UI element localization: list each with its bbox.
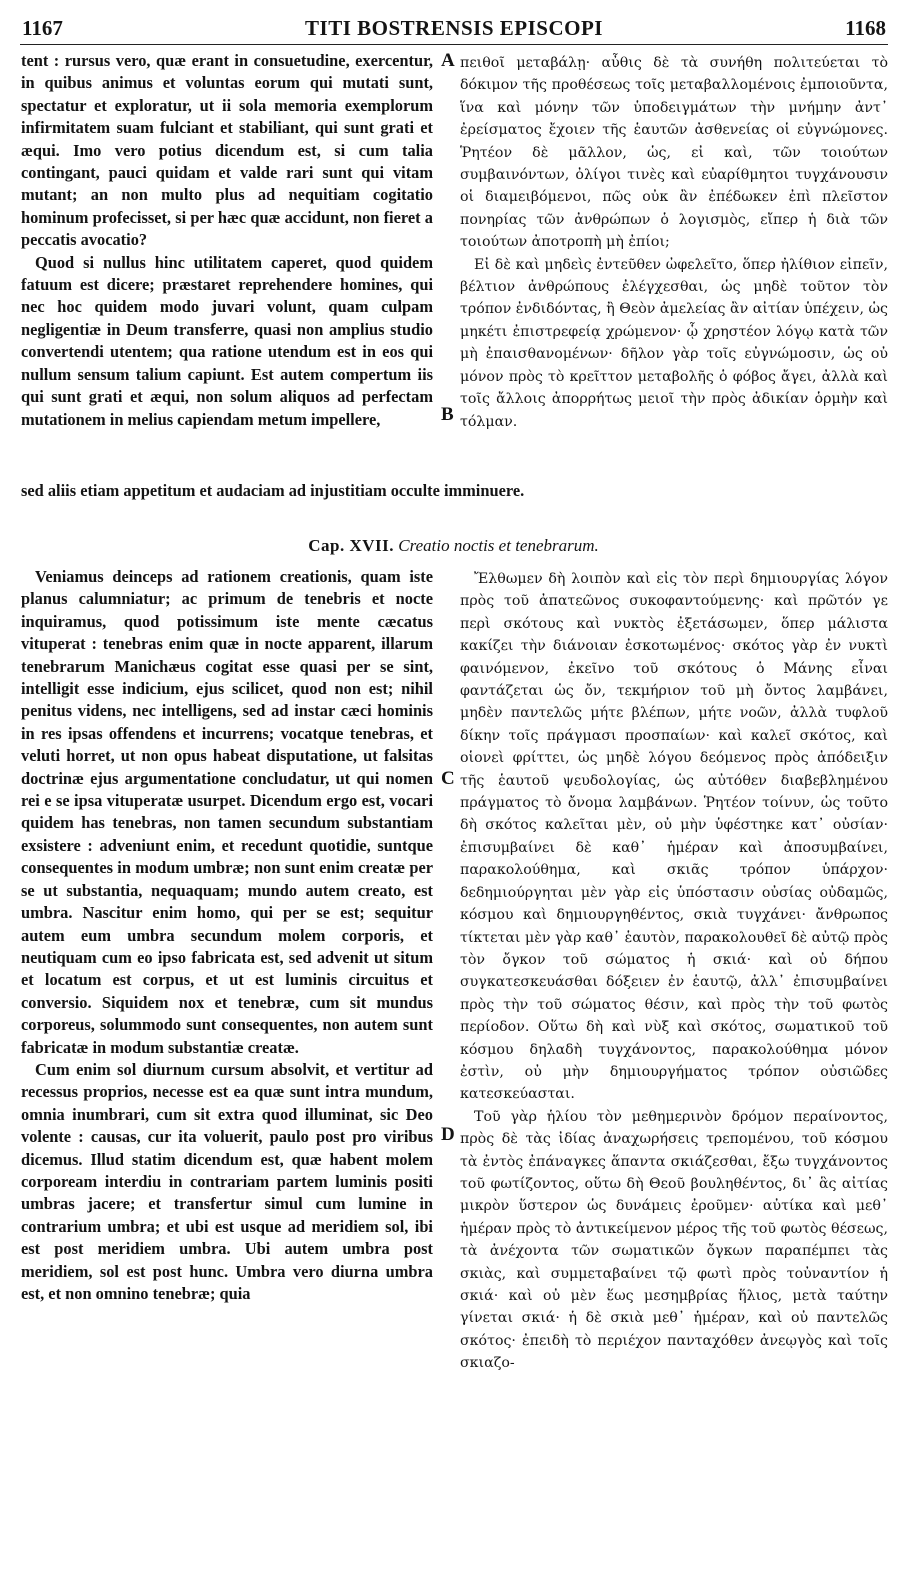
page-number-left: 1167 bbox=[22, 16, 63, 40]
greek-column-1 bbox=[460, 52, 888, 433]
running-title: TITI BOSTRENSIS EPISCOPI bbox=[305, 16, 603, 40]
margin-letter-c: C bbox=[441, 768, 455, 789]
latin-column-2 bbox=[21, 566, 433, 1305]
latin-paragraph: Quod si nullus hinc utilitatem caperet, quod quidem fatuum est dicere; præstaret reprehendere homines, qui nec hoc quidem modo juvari volunt, quam culpam negligentiæ in Deum transferre, quasi non amplius studio convertendi utentem; qua ratione utendum est in eos qui nullum sensum talium capiunt. Est autem compertum iis qui sunt grati et æqui, non solum aliquos ad perfectam mutationem in melius capiendam metum impellere, bbox=[21, 252, 433, 429]
greek-column-2 bbox=[460, 568, 888, 1375]
chapter-label: Cap. XVII. bbox=[308, 536, 394, 555]
margin-letter-d: D bbox=[441, 1124, 455, 1145]
greek-paragraph: Εἰ δὲ καὶ μηδεὶς ἐντεῦθεν ὠφελεῖτο, ὅπερ ἠλίθιον εἰπεῖν, βέλτιον ἀνθρώπους ἐλέγχεσθαι, ὡς μηδὲ τοῦτον τὸν τρόπον ἐνδιδόντας, ἢ Θεὸν ἀμελείας ἂν αἰτίαν ὑπέχειν, ὡς μηκέτι ἐπιστρεφείᾳ χρώμενον· ᾧ χρηστέον λόγῳ κατὰ τῶν μὴ ἐπαισθανομένων· δῆλον γὰρ τοῖς εὐγνώμοσιν, ὡς οὐ μόνον πρὸς τὸ κρεῖττον μεταβολῆς ὁ φόβος ἄγει, ἀλλὰ καὶ τοῖς ἄλλοις ἀπορρήτως μειοῖ τὴν πρὸς ἀδικίαν ὁρμὴν καὶ τόλμαν. bbox=[460, 256, 888, 430]
latin-column-1 bbox=[21, 50, 433, 431]
chapter-title: Creatio noctis et tenebrarum. bbox=[398, 536, 599, 555]
greek-paragraph: Ἔλθωμεν δὴ λοιπὸν καὶ εἰς τὸν περὶ δημιουργίας λόγον πρὸς τοῦ ἀπατεῶνος συκοφαντούμενης· καὶ πρῶτόν γε περὶ σκότους καὶ νυκτὸς ἐξετάσωμεν, ὅπερ μάλιστα κακίζει τὴν διάνοιαν ἐσκοτωμένος· σκότος γὰρ ἐν νυκτὶ φαινόμενον, ἐκεῖνο τοῦ σκότους ὁ Μάνης εἶναι φαντάζεται ὡς ὄν, τεκμήριον τοῦ μὴ ὄντος λαμβάνει, μηδὲν παντελῶς μήτε βλέπων, μήτε νοῶν, ἀλλὰ τυφλοῦ δίκην τοῖς πράγμασι προσπαίων· καὶ καλεῖ σκότος, καὶ οἱονεὶ φρίττει, ὡς μηδὲ λόγου δεόμενος πρὸς ἀπόδειξιν τῆς ἑαυτοῦ ψευδολογίας, ὡς αὐτόθεν διαβεβλημένου πράγματος τὸ ὄνομα λαμβάνων. Ῥητέον τοίνυν, ὡς τοῦτο δὴ σκότος καλεῖται μὲν, οὐ μὴν ὑφέστηκε κατ᾽ οὐσίαν· ἐπισυμβαίνει δὲ καθ᾽ ἡμέραν καὶ ἀποσυμβαίνει, παρακολούθημα, καὶ σκιᾶς τρόπον ὑπάρχον· δεδημιούργηται μὲν γὰρ εἰς ὑπόστασιν οὐσίας οὐδαμῶς, κόσμου καὶ δημιουργηθέντος, σκιὰ τυγχάνει· ἄνθρωπος τίκτεται μὲν γὰρ καθ᾽ ἑαυτὸν, παρακολουθεῖ δὲ αὐτῷ πρὸς τὸν ὄγκον τοῦ σώματος ἡ σκιά· καὶ οὐ δήπου συγκατεσκευάσθαι δόξειεν ἐν ἑαυτῷ, ἀλλ᾽ ἐπισυμβαίνει πρὸς τὴν τοῦ σώματος θέσιν, καὶ πρὸς τὴν τοῦ φωτὸς περίοδον. Οὕτω δὴ καὶ νὺξ καὶ σκότος, σωματικοῦ τοῦ κόσμου δηλαδὴ τυγχάνοντος, παρακολούθημα μόνον ἐστὶν, οὐ μὴν δημιουργήματος τρόπον οὐσιῶδες κατεσκεύασται. bbox=[460, 571, 888, 1103]
margin-letter-b: B bbox=[441, 404, 454, 425]
page-number-right: 1168 bbox=[845, 16, 886, 40]
running-header bbox=[20, 14, 888, 45]
greek-paragraph: Τοῦ γὰρ ἡλίου τὸν μεθημερινὸν δρόμον περαίνοντος, πρὸς δὲ τὰς ἰδίας ἀναχωρήσεις τρεπομένου, τοῦ κόσμου τὰ ἐντὸς ἐπάναγκες ἅπαντα σκιάζεσθαι, ἔξω τυγχάνοντος τοῦ φωτίζοντος, οὕτω δὴ Θεοῦ βουληθέντος, δι᾽ ἃς αἰτίας μικρὸν ὕστερον ὡς δυνάμεις ἐροῦμεν· αὐτίκα καὶ μεθ᾽ ἡμέραν πρὸς τὸ ἀντικείμενον μέρος τῆς τοῦ φωτὸς θέσεως, τὰ ἀνέχοντα τῶν σωματικῶν ὄγκων παραπέμπει τὰς σκιὰς, καὶ συμμεταβαίνει τῷ φωτὶ πρὸς τοὐναντίον ἡ σκιά· καὶ οὐ μὲν ἕως μεσημβρίας ἥλιος, μετὰ ταύτην γίνεται σκιά· ἡ δὲ σκιὰ μεθ᾽ ἡμέραν, καὶ οὐ παντελῶς σκότος· ἐπειδὴ τὸ περιέχον πανταχόθεν ἀνεῳγὸς καὶ τοῖς σκιαζο- bbox=[460, 1108, 888, 1372]
latin-paragraph: tent : rursus vero, quæ erant in consuetudine, exercentur, in quibus animus et voluntas eorum qui mutati sunt, spectatur et exploratur, ut ii sola memoria exemplorum infirmitatem suam fulciant et stabiliant, qui sunt grati et æqui. Imo vero potius dicendum est, si cum talia contingant, pauci quidam et valde rari sunt qui vitam mutant; an non multo plus ad nequitiam cogitatio hominum profecisset, si per hæc quæ accidunt, non fieret a peccatis avocatio? bbox=[21, 51, 433, 250]
full-width-continuation bbox=[21, 480, 888, 502]
margin-letter-a: A bbox=[441, 50, 455, 71]
greek-paragraph: πειθοῖ μεταβάλῃ· αὖθις δὲ τὰ συνήθη πολιτεύεται τὸ δόκιμον τῆς προθέσεως τοῖς μεταβαλλομένοις ἐμποιοῦντα, ἵνα καὶ μόνην τῶν ὑποδειγμάτων τὴν μνήμην ἀντ᾽ ἐρείσματος ἔχοιεν τῆς ἑαυτῶν ἀσθενείας οἱ εὐγνώμονες. Ῥητέον δὲ μᾶλλον, ὡς, εἰ καὶ, τῶν τοιούτων συμβαινόντων, ὀλίγοι τινὲς καὶ εὐαρίθμητοι τυγχάνουσιν οἱ διαμειβόμενοι, πῶς οὐκ ἂν ἐπέδωκεν ἐπὶ πλεῖστον πονηρίας τῶν ἀνθρώπων ὁ λογισμὸς, εἴπερ ἡ διὰ τῶν τοιούτων ἀποτροπὴ μὴ ἐπίοι; bbox=[460, 55, 888, 251]
latin-paragraph: Cum enim sol diurnum cursum absolvit, et vertitur ad recessus proprios, necesse est ea quæ sunt intra mundum, omnia inumbrari, cum sit extra quod illuminat, sic Deo volente : causas, cur ita voluerit, paulo post pro viribus dicemus. Illud statim dicendum est, quæ habent molem corpoream interdiu in contrariam partem luminis positi umbras jacere; et transfertur simul cum lumine in contrarium umbra; et ubi est usque ad meridiem sol, ibi est post meridiem umbra. Ubi autem umbra post meridiem, sol est post hunc. Umbra vero diurna umbra est, et non omnino tenebræ; quia bbox=[21, 1059, 433, 1303]
chapter-heading bbox=[0, 536, 907, 556]
latin-paragraph: Veniamus deinceps ad rationem creationis, quam iste planus calumniatur; ac primum de tenebris et nocte inquiramus, quod potissimum iste mente cæcatus vituperat : tenebras enim quæ in nocte apparent, illarum tenebrarum Manichæus cogitat esse quasi per se sint, intelligit esse indicium, ejus scilicet, quod non est; nihil penitus videns, nec intelligens, sed ad instar cæci hominis in res ipsas offendens et incurrens; vocatque tenebras, et veluti horret, ut non opus habeat disputatione, ut falsitas doctrinæ ejus argumentatione concludatur, ut qui nomen rei e se ipsa vituperatæ usurpet. Dicendum ergo est, vocari quidem has tenebras, non tamen secundum substantiam exsistere : adveniunt enim, et recedunt quotidie, suntque consequentes in modum umbræ; non sunt enim creatæ per se ut substantia, nequaquam; mundo autem creato, est umbra. Nascitur enim homo, qui per se est; sequitur autem eum umbra secundum molem corporis, et neutiquam cum eo ipso fabricata est, sed advenit ut situm et locatum est corpus, et ut est luminis circuitus et conversio. Siquidem nox et tenebræ, cum sit mundus corporeus, solummodo sunt consequentes, non autem sunt fabricatæ in modum substantiæ creatæ. bbox=[21, 567, 433, 1057]
continuation-text: sed aliis etiam appetitum et audaciam ad injustitiam occulte imminuere. bbox=[21, 481, 525, 500]
